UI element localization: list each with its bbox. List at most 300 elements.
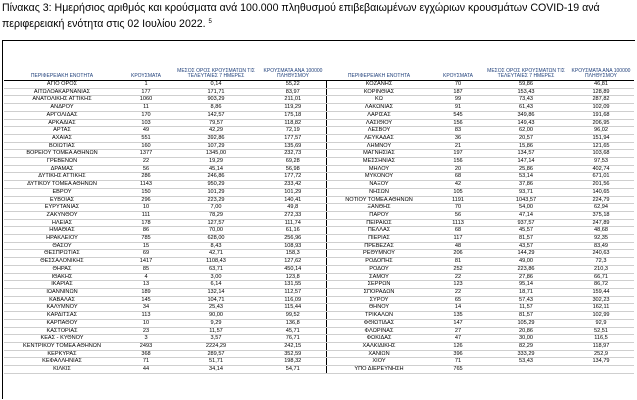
table-row: [326, 119, 634, 127]
region-cell: ΔΥΤΙΚΟΥ ΤΟΜΕΑ ΑΘΗΝΩΝ: [4, 181, 120, 189]
avg7-cell: 53,14: [484, 173, 568, 181]
avg7-cell: 2224,29: [172, 342, 260, 350]
table-row: [4, 335, 326, 343]
avg7-cell: 20,57: [484, 134, 568, 142]
avg7-cell: 153,43: [484, 88, 568, 96]
table-row: [4, 350, 326, 358]
table-caption: [2, 2, 634, 31]
table-row: [326, 104, 634, 112]
table-row: [4, 327, 326, 335]
region-cell: ΚΟΡΙΝΘΙΑΣ: [326, 88, 432, 96]
avg7-cell: 37,86: [484, 181, 568, 189]
table-row: [326, 88, 634, 96]
region-cell: ΑΧΑΪΑΣ: [4, 134, 120, 142]
table-row: [326, 111, 634, 119]
region-cell: ΛΑΡΙΣΑΣ: [326, 111, 432, 119]
region-cell: ΜΥΚΟΝΟΥ: [326, 173, 432, 181]
per100k-cell: 123,8: [260, 273, 326, 281]
per100k-cell: 402,74: [568, 165, 634, 173]
avg7-cell: 223,29: [172, 196, 260, 204]
avg7-cell: 392,86: [172, 134, 260, 142]
avg7-cell: 43,57: [484, 242, 568, 250]
per100k-cell: 671,01: [568, 173, 634, 181]
per100k-cell: 232,73: [260, 150, 326, 158]
cases-cell: 36: [432, 134, 484, 142]
cases-cell: 49: [120, 127, 172, 135]
avg7-cell: 19,29: [172, 158, 260, 166]
avg7-cell: 7,00: [172, 204, 260, 212]
region-cell: ΚΕΦΑΛΛΗΝΙΑΣ: [4, 358, 120, 366]
table-row: [326, 173, 634, 181]
per100k-cell: 83,49: [568, 242, 634, 250]
cases-cell: 117: [432, 235, 484, 243]
table-row: [4, 227, 326, 235]
regional-table-right: [326, 68, 634, 374]
avg7-cell: 349,86: [484, 111, 568, 119]
cases-cell: 69: [120, 250, 172, 258]
cases-cell: 4: [120, 273, 172, 281]
table-row: [326, 96, 634, 104]
cases-cell: 42: [432, 181, 484, 189]
per100k-cell: [568, 366, 634, 374]
cases-cell: 1377: [120, 150, 172, 158]
per100k-cell: 116,5: [568, 335, 634, 343]
avg7-cell: 30,00: [484, 335, 568, 343]
table-row: [4, 235, 326, 243]
table-row: [326, 304, 634, 312]
per100k-cell: 55,22: [260, 81, 326, 89]
table-row: [326, 319, 634, 327]
cases-cell: 111: [120, 211, 172, 219]
per100k-cell: 49,8: [260, 204, 326, 212]
table-row: [326, 327, 634, 335]
cases-cell: 48: [432, 242, 484, 250]
per100k-cell: 450,14: [260, 265, 326, 273]
region-cell: ΥΠΟ ΔΙΕΡΕΥΝΗΣΗ: [326, 366, 432, 374]
avg7-cell: 61,43: [484, 104, 568, 112]
per100k-cell: 54,71: [260, 366, 326, 374]
per100k-cell: 96,02: [568, 127, 634, 135]
table-row: [4, 265, 326, 273]
avg7-cell: [484, 366, 568, 374]
cases-cell: 34: [120, 304, 172, 312]
per100k-cell: 287,82: [568, 96, 634, 104]
cases-cell: 177: [120, 88, 172, 96]
cases-cell: 178: [120, 219, 172, 227]
cases-cell: 252: [432, 265, 484, 273]
per100k-cell: 201,56: [568, 181, 634, 189]
region-cell: ΘΕΣΣΑΛΟΝΙΚΗΣ: [4, 258, 120, 266]
table-row: [326, 127, 634, 135]
table-row: [4, 188, 326, 196]
avg7-cell: 950,29: [172, 181, 260, 189]
region-cell: ΜΕΣΣΗΝΙΑΣ: [326, 158, 432, 166]
cases-cell: 105: [432, 188, 484, 196]
cases-cell: 70: [432, 204, 484, 212]
avg7-cell: 47,14: [484, 211, 568, 219]
region-cell: ΑΡΤΑΣ: [4, 127, 120, 135]
cases-cell: 10: [120, 319, 172, 327]
region-cell: ΚΕΑΣ - ΚΥΘΝΟΥ: [4, 335, 120, 343]
avg7-cell: 132,14: [172, 288, 260, 296]
region-cell: ΡΕΘΥΜΝΟΥ: [326, 250, 432, 258]
per100k-cell: 97,53: [568, 158, 634, 166]
per100k-cell: 72,3: [568, 258, 634, 266]
avg7-cell: 95,14: [484, 281, 568, 289]
avg7-cell: 171,71: [172, 88, 260, 96]
table-row: [326, 281, 634, 289]
per100k-cell: 119,29: [260, 104, 326, 112]
avg7-cell: 78,29: [172, 211, 260, 219]
region-cell: ΚΙΛΚΙΣ: [4, 366, 120, 374]
cases-cell: 145: [120, 296, 172, 304]
table-row: [4, 204, 326, 212]
cases-cell: 126: [432, 342, 484, 350]
cases-cell: 86: [120, 227, 172, 235]
table-row: [4, 104, 326, 112]
cases-cell: 1: [120, 81, 172, 89]
per100k-cell: 72,19: [260, 127, 326, 135]
table-row: [326, 227, 634, 235]
region-cell: ΕΥΒΟΙΑΣ: [4, 196, 120, 204]
per100k-cell: 177,57: [260, 134, 326, 142]
cases-cell: 551: [120, 134, 172, 142]
region-cell: ΒΟΙΩΤΙΑΣ: [4, 142, 120, 150]
avg7-cell: 105,29: [484, 319, 568, 327]
cases-cell: 27: [432, 327, 484, 335]
avg7-cell: 147,14: [484, 158, 568, 166]
avg7-cell: 101,29: [172, 188, 260, 196]
per100k-cell: 115,44: [260, 304, 326, 312]
cases-cell: 785: [120, 235, 172, 243]
table-row: [4, 250, 326, 258]
avg7-cell: 59,86: [484, 81, 568, 89]
cases-cell: 10: [120, 204, 172, 212]
avg7-cell: 134,57: [484, 150, 568, 158]
region-cell: ΚΑΛΥΜΝΟΥ: [4, 304, 120, 312]
per100k-cell: 99,52: [260, 312, 326, 320]
region-cell: ΠΡΕΒΕΖΑΣ: [326, 242, 432, 250]
cases-cell: 765: [432, 366, 484, 374]
region-cell: ΚΑΡΔΙΤΣΑΣ: [4, 312, 120, 320]
avg7-cell: 54,00: [484, 204, 568, 212]
region-cell: ΗΛΕΙΑΣ: [4, 219, 120, 227]
per100k-cell: 151,94: [568, 134, 634, 142]
region-cell: ΦΘΙΩΤΙΔΑΣ: [326, 319, 432, 327]
cases-cell: 99: [432, 96, 484, 104]
cases-cell: 71: [120, 358, 172, 366]
avg7-cell: 628,00: [172, 235, 260, 243]
cases-cell: 1191: [432, 196, 484, 204]
region-cell: ΣΠΟΡΑΔΩΝ: [326, 288, 432, 296]
per100k-cell: 136,8: [260, 319, 326, 327]
avg7-cell: 246,86: [172, 173, 260, 181]
avg7-cell: 223,86: [484, 265, 568, 273]
cases-cell: 22: [120, 158, 172, 166]
region-cell: ΘΗΡΑΣ: [4, 265, 120, 273]
avg7-cell: 90,00: [172, 312, 260, 320]
region-cell: ΦΛΩΡΙΝΑΣ: [326, 327, 432, 335]
per100k-cell: 134,79: [568, 358, 634, 366]
cases-cell: 56: [432, 211, 484, 219]
avg7-cell: 144,29: [484, 250, 568, 258]
region-cell: ΣΕΡΡΩΝ: [326, 281, 432, 289]
table-row: [4, 173, 326, 181]
per100k-cell: 66,71: [568, 273, 634, 281]
table-row: [4, 258, 326, 266]
cases-cell: 368: [120, 350, 172, 358]
avg7-cell: 3,57: [172, 335, 260, 343]
header-cases: ΚΡΟΥΣΜΑΤΑ: [120, 68, 172, 81]
region-cell: ΚΑΒΑΛΑΣ: [4, 296, 120, 304]
avg7-cell: 6,14: [172, 281, 260, 289]
cases-cell: 1113: [432, 219, 484, 227]
cases-cell: 1060: [120, 96, 172, 104]
per100k-cell: 48,68: [568, 227, 634, 235]
header-7day-average: ΜΕΣΟΣ ΟΡΟΣ ΚΡΟΥΣΜΑΤΩΝ ΤΙΣ ΤΕΛΕΥΤΑΙΕΣ 7 ΗΜΕΡΕΣ: [484, 68, 568, 81]
table-row: [4, 119, 326, 127]
per100k-cell: 256,96: [260, 235, 326, 243]
per100k-cell: 242,15: [260, 342, 326, 350]
per100k-cell: 111,74: [260, 219, 326, 227]
region-cell: ΑΝΑΤΟΛΙΚΗΣ ΑΤΤΙΚΗΣ: [4, 96, 120, 104]
per100k-cell: 92,9: [568, 319, 634, 327]
per100k-cell: 131,55: [260, 281, 326, 289]
per100k-cell: 247,89: [568, 219, 634, 227]
per100k-cell: 198,32: [260, 358, 326, 366]
region-cell: ΒΟΡΕΙΟΥ ΤΟΜΕΑ ΑΘΗΝΩΝ: [4, 150, 120, 158]
table-row: [4, 88, 326, 96]
cases-cell: 147: [432, 319, 484, 327]
table-row: [326, 366, 634, 374]
per100k-cell: 240,63: [568, 250, 634, 258]
avg7-cell: 3,00: [172, 273, 260, 281]
avg7-cell: 62,00: [484, 127, 568, 135]
avg7-cell: 18,71: [484, 288, 568, 296]
avg7-cell: 1043,57: [484, 196, 568, 204]
table-row: [326, 196, 634, 204]
per100k-cell: 302,23: [568, 296, 634, 304]
avg7-cell: 51,71: [172, 358, 260, 366]
per100k-cell: 116,09: [260, 296, 326, 304]
avg7-cell: 45,57: [484, 227, 568, 235]
avg7-cell: 937,57: [484, 219, 568, 227]
avg7-cell: 1108,43: [172, 258, 260, 266]
region-cell: ΗΡΑΚΛΕΙΟΥ: [4, 235, 120, 243]
avg7-cell: 82,29: [484, 342, 568, 350]
table-row: [326, 335, 634, 343]
region-cell: ΤΡΙΚΑΛΩΝ: [326, 312, 432, 320]
table-row: [326, 188, 634, 196]
table-row: [4, 273, 326, 281]
per100k-cell: 45,71: [260, 327, 326, 335]
region-cell: ΠΑΡΟΥ: [326, 211, 432, 219]
cases-cell: 170: [120, 111, 172, 119]
region-cell: ΕΒΡΟΥ: [4, 188, 120, 196]
table-row: [326, 273, 634, 281]
table-row: [4, 142, 326, 150]
cases-cell: 68: [432, 227, 484, 235]
table-row: [4, 134, 326, 142]
avg7-cell: 53,43: [484, 358, 568, 366]
cases-cell: 47: [432, 335, 484, 343]
per100k-cell: 159,44: [568, 288, 634, 296]
region-cell: ΚΕΡΚΥΡΑΣ: [4, 350, 120, 358]
region-cell: ΛΕΥΚΑΔΑΣ: [326, 134, 432, 142]
avg7-cell: 79,57: [172, 119, 260, 127]
per100k-cell: 135,69: [260, 142, 326, 150]
region-cell: ΡΟΔΟΥ: [326, 265, 432, 273]
cases-cell: 65: [432, 296, 484, 304]
avg7-cell: 49,00: [484, 258, 568, 266]
cases-cell: 81: [432, 258, 484, 266]
cases-cell: 91: [432, 104, 484, 112]
region-cell: ΦΩΚΙΔΑΣ: [326, 335, 432, 343]
cases-cell: 286: [120, 173, 172, 181]
regional-table-left: [4, 68, 327, 374]
region-cell: ΛΗΜΝΟΥ: [326, 142, 432, 150]
table-row: [326, 150, 634, 158]
table-row: [4, 96, 326, 104]
cases-cell: 21: [432, 142, 484, 150]
table-row: [326, 142, 634, 150]
per100k-cell: 140,41: [260, 196, 326, 204]
per100k-cell: 102,09: [568, 104, 634, 112]
per100k-cell: 121,65: [568, 142, 634, 150]
region-cell: ΓΡΕΒΕΝΩΝ: [4, 158, 120, 166]
per100k-cell: 233,42: [260, 181, 326, 189]
table-row: [4, 304, 326, 312]
table-row: [4, 196, 326, 204]
table-row: [326, 358, 634, 366]
per100k-cell: 118,97: [568, 342, 634, 350]
per100k-cell: 103,68: [568, 150, 634, 158]
table-row: [326, 258, 634, 266]
per100k-cell: 76,71: [260, 335, 326, 343]
header-cases-per-100k: ΚΡΟΥΣΜΑΤΑ ΑΝΑ 100000 ΠΛΗΘΥΣΜΟΥ: [568, 68, 634, 81]
cases-cell: 83: [432, 127, 484, 135]
header-region: ΠΕΡΙΦΕΡΕΙΑΚΗ ΕΝΟΤΗΤΑ: [326, 68, 432, 81]
table-row: [326, 296, 634, 304]
region-cell: ΣΥΡΟΥ: [326, 296, 432, 304]
per100k-cell: 108,93: [260, 242, 326, 250]
table-row: [326, 342, 634, 350]
per100k-cell: 56,98: [260, 165, 326, 173]
cases-cell: 197: [432, 150, 484, 158]
table-row: [326, 219, 634, 227]
region-cell: ΞΑΝΘΗΣ: [326, 204, 432, 212]
table-row: [4, 312, 326, 320]
per100k-cell: 140,65: [568, 188, 634, 196]
avg7-cell: 81,57: [484, 312, 568, 320]
avg7-cell: 93,71: [484, 188, 568, 196]
table-row: [4, 165, 326, 173]
per100k-cell: 177,72: [260, 173, 326, 181]
table-row: [326, 158, 634, 166]
cases-cell: 296: [120, 196, 172, 204]
per100k-cell: 112,57: [260, 288, 326, 296]
cases-cell: 150: [120, 188, 172, 196]
region-cell: ΑΙΤΩΛΟΑΚΑΡΝΑΝΙΑΣ: [4, 88, 120, 96]
region-cell: ΔΡΑΜΑΣ: [4, 165, 120, 173]
cases-cell: 22: [432, 288, 484, 296]
avg7-cell: 0,14: [172, 81, 260, 89]
table-row: [326, 242, 634, 250]
cases-cell: 85: [120, 265, 172, 273]
region-cell: ΘΑΣΟΥ: [4, 242, 120, 250]
table-row: [326, 211, 634, 219]
per100k-cell: 128,89: [568, 88, 634, 96]
avg7-cell: 20,86: [484, 327, 568, 335]
per100k-cell: 62,94: [568, 204, 634, 212]
table-row: [4, 358, 326, 366]
avg7-cell: 25,43: [172, 304, 260, 312]
table-caption-text: Πίνακας 3: Ημερήσιος αριθμός και κρούσματα ανά 100.000 πληθυσμού επιβεβαιωμένων εγχώριων κρουσμάτων COVID-19 ανά περιφερειακή ενότητα στις 02 Ιουλίου 2022.: [2, 2, 600, 30]
cases-cell: 103: [120, 119, 172, 127]
avg7-cell: 11,57: [172, 327, 260, 335]
avg7-cell: 142,57: [172, 111, 260, 119]
cases-cell: 156: [432, 158, 484, 166]
table-row: [326, 235, 634, 243]
region-cell: ΖΑΚΥΝΘΟΥ: [4, 211, 120, 219]
cases-cell: 135: [432, 312, 484, 320]
header-7day-average: ΜΕΣΟΣ ΟΡΟΣ ΚΡΟΥΣΜΑΤΩΝ ΤΙΣ ΤΕΛΕΥΤΑΙΕΣ 7 ΗΜΕΡΕΣ: [172, 68, 260, 81]
table-header-row: [326, 68, 634, 81]
cases-cell: 71: [432, 358, 484, 366]
table-row: [4, 127, 326, 135]
avg7-cell: 57,43: [484, 296, 568, 304]
region-cell: ΚΑΣΤΟΡΙΑΣ: [4, 327, 120, 335]
cases-cell: 11: [120, 104, 172, 112]
avg7-cell: 27,86: [484, 273, 568, 281]
region-cell: ΕΥΡΥΤΑΝΙΑΣ: [4, 204, 120, 212]
region-cell: ΚΟΖΑΝΗΣ: [326, 81, 432, 89]
header-cases-per-100k: ΚΡΟΥΣΜΑΤΑ ΑΝΑ 100000 ΠΛΗΘΥΣΜΟΥ: [260, 68, 326, 81]
per100k-cell: 191,68: [568, 111, 634, 119]
header-region: ΠΕΡΙΦΕΡΕΙΑΚΗ ΕΝΟΤΗΤΑ: [4, 68, 120, 81]
avg7-cell: 70,00: [172, 227, 260, 235]
region-cell: ΑΝΔΡΟΥ: [4, 104, 120, 112]
avg7-cell: 9,29: [172, 319, 260, 327]
per100k-cell: 118,82: [260, 119, 326, 127]
header-cases: ΚΡΟΥΣΜΑΤΑ: [432, 68, 484, 81]
table-row: [4, 242, 326, 250]
region-cell: ΜΑΓΝΗΣΙΑΣ: [326, 150, 432, 158]
region-cell: ΧΑΝΙΩΝ: [326, 350, 432, 358]
cases-cell: 70: [432, 81, 484, 89]
table-row: [326, 134, 634, 142]
per100k-cell: 83,97: [260, 88, 326, 96]
region-cell: ΛΑΣΙΘΙΟΥ: [326, 119, 432, 127]
per100k-cell: 375,18: [568, 211, 634, 219]
per100k-cell: 158,3: [260, 250, 326, 258]
region-cell: ΡΟΔΟΠΗΣ: [326, 258, 432, 266]
per100k-cell: 52,51: [568, 327, 634, 335]
cases-cell: 1417: [120, 258, 172, 266]
per100k-cell: 272,33: [260, 211, 326, 219]
cases-cell: 44: [120, 366, 172, 374]
cases-cell: 113: [120, 312, 172, 320]
region-cell: ΣΑΜΟΥ: [326, 273, 432, 281]
table-row: [326, 312, 634, 320]
region-cell: ΚΩ: [326, 96, 432, 104]
region-cell: ΔΥΤΙΚΗΣ ΑΤΤΙΚΗΣ: [4, 173, 120, 181]
per100k-cell: 86,72: [568, 281, 634, 289]
region-cell: ΙΚΑΡΙΑΣ: [4, 281, 120, 289]
avg7-cell: 11,57: [484, 304, 568, 312]
cases-cell: 123: [432, 281, 484, 289]
avg7-cell: 127,57: [172, 219, 260, 227]
